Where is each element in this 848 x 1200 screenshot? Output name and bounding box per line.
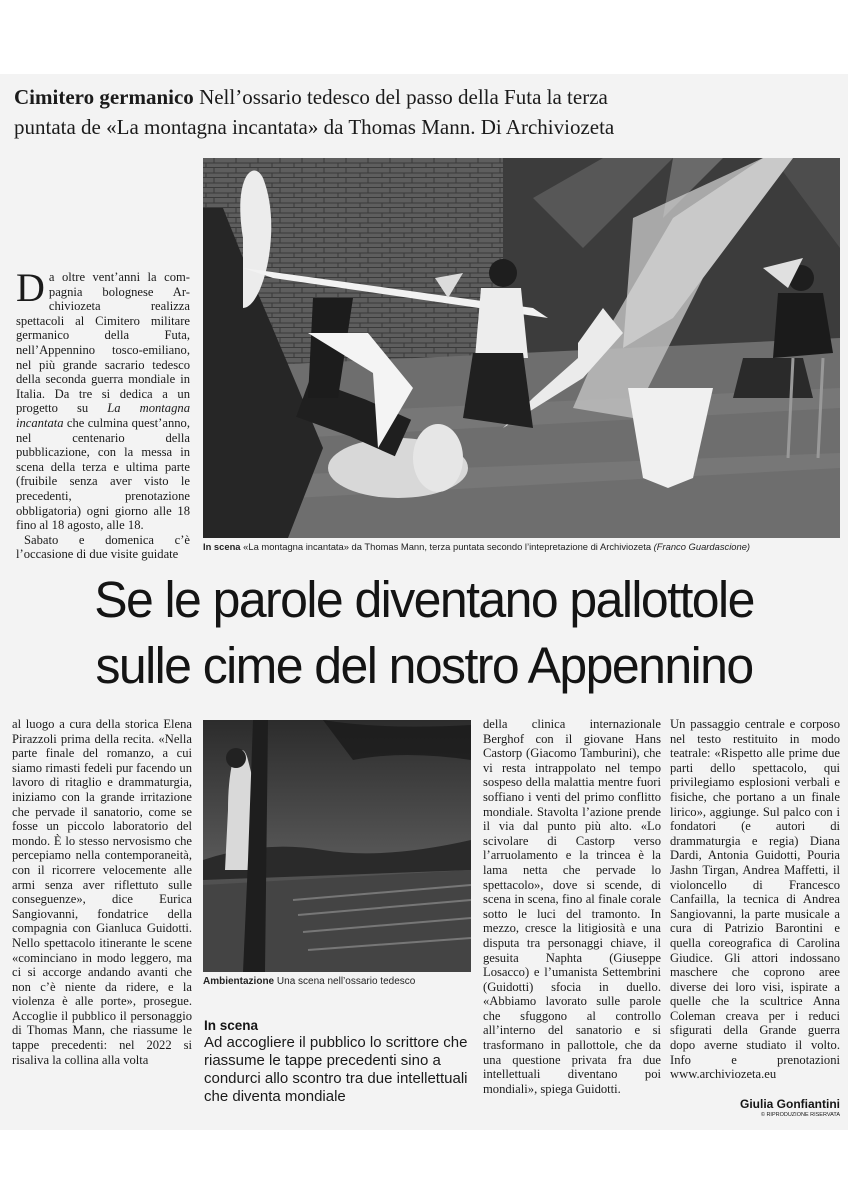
kicker-label: Cimitero germanico [14, 85, 194, 109]
stage-photo-svg [203, 158, 840, 538]
lead-line-2: pagnia bolognese Ar- [48, 284, 190, 299]
body-column-1-text: al luogo a cura della storica Elena Pirazzoli prima della recita. «Nella parte finale del romanzo, a cui siamo rimasti fedeli pur facendo un lavoro di ritaglio e drammaturgia, iniziamo con la grande irritazione che pervade il sanatorio, come se fosse un piccolo laboratorio del mondo. È lo stesso nervosismo che percepiamo nella contemporaneità, con il ricorrere velocemente alle armi senza aver riflettuto sulle conseguenze», dice Eurica Sangiovanni, fondatrice della compagnia con Gianluca Guidotti. Nello spettacolo itinerante le scene «cominciano in modo leggero, ma ci si accorge andando avanti che non c’è niente da ridere, e la violenza è alle porte», prosegue. Accoglie il pubblico il personaggio di Thomas Mann, che riassume le tappe precedenti: nel 2022 si risaliva la collina alla volta [12, 717, 192, 1067]
top-caption-text: «La montagna incantata» da Thomas Mann, terza puntata secondo l’intepretazione di Archiviozeta [243, 541, 652, 552]
ossuary-photo [203, 720, 471, 972]
ossuary-caption-label: Ambientazione [203, 976, 275, 987]
dropcap: D [16, 265, 45, 310]
body-column-1 [12, 717, 192, 1067]
sidebar-title: In scena [204, 1018, 259, 1033]
sidebar-text: Ad accogliere il pubblico lo scrittore che riassume le tappe precedenti sino a condurci allo scontro tra due intellettuali che diventa mondiale [204, 1034, 468, 1105]
lead-column [16, 265, 190, 562]
kicker-line-2: puntata de «La montagna incantata» da Thomas Mann. Di Archiviozeta [14, 115, 615, 139]
kicker-text-1: Nell’ossario tedesco del passo della Futa la terza [199, 85, 608, 109]
lead-body: spettacoli al Cimitero militare germanico della Futa, nell’Appennino tosco-emiliano, nel più grande sacrario tedesco della seconda guerra mondiale in Italia. Da tre si dedica a un progetto su [16, 313, 190, 416]
newspaper-clipping [0, 74, 848, 1130]
lead-body-2: che culmina quest’anno, nel centenario della pubblicazione, con la messa in scena della terza e ultima parte (fruibile senza aver visto le precedenti, prenotazione obbligatoria) ogni giorno alle 18 fino al 18 agosto, alle 18. [16, 415, 190, 533]
kicker-line-1 [14, 84, 834, 110]
copyright-notice: © RIPRODUZIONE RISERVATA [760, 1112, 840, 1118]
ossuary-caption-text: Una scena nell’ossario tedesco [276, 976, 416, 987]
lead-line-1: a oltre vent’anni la com- [48, 270, 190, 284]
ossuary-photo-svg [203, 720, 471, 972]
top-caption-label: In scena [203, 541, 241, 552]
headline-line-1: Se le parole diventano pallottole [94, 571, 754, 628]
headline-line-2: sulle cime del nostro Appennino [95, 637, 753, 694]
body-column-4 [670, 717, 840, 1082]
body-column-3 [483, 717, 661, 1096]
lead-line-3: chiviozeta realizza [48, 299, 190, 314]
stage-photo [203, 158, 840, 538]
body-column-4-text: Un passaggio centrale e corposo nel testo restituito in modo teatrale: «Rispetto alle prime due parti dello spettacolo, qui privilegiamo esplosioni verbali e fisiche, che portano a un finale lirico», aggiunge. Sul palco con i fondatori (e autori di drammaturgia e regia) Diana Dardi, Antonia Guidotti, Pouria Jashn Tirgan, Andrea Maffetti, il violoncello di Francesco Canfailla, la tecnica di Andrea Sangiovanni, la parte musicale a cura di Patrizio Barontini e quella coreografica di Carolina Giudice. Gli attori indossano maschere che coprono aree diverse dei loro visi, ispirate a quelle che la scultrice Anna Coleman creava per i reduci sfigurati della Grande guerra dopo averne studiato il volto. Info e prenotazioni www.archiviozeta.eu [670, 717, 840, 1082]
top-photo-caption [203, 541, 750, 553]
lead-paragraph-2: Sabato e domenica c’è l’occasione di due visite guidate [16, 532, 190, 562]
ossuary-caption [203, 976, 415, 988]
lead-book-title: La montagna incantata [16, 401, 190, 430]
top-caption-credit: (Franco Guardascione) [653, 541, 751, 552]
author-byline: Giulia Gonfiantini [740, 1097, 840, 1111]
body-column-3-text: della clinica internazionale Berghof con il giovane Hans Castorp (Giacomo Tamburini), che vi resta intrappolato nel tempo sospeso della malattia mentre fuori soffiano i venti del primo conflitto mondiale. Stavolta l’azione prende il via dal punto più alto. «Lo scivolare di Castorp verso l’arruolamento e la trincea è la lama netta che pervade lo spettacolo», dove si scende, di scena in scena, fino al finale corale sotto le luci del tramonto. In mezzo, cresce la litigiosità e una disputa tra personaggi chiave, il gesuita Naphta (Giuseppe Losacco) e l’umanista Settembrini (Guidotti) sfocia in duello. «Abbiamo lavorato sulle parole che sfuggono al controllo all’interno del sanatorio e si trasformano in pallottole, che da una questione privata fra due intellettuali diventano poi mondiali», spiega Guidotti. [483, 717, 661, 1096]
